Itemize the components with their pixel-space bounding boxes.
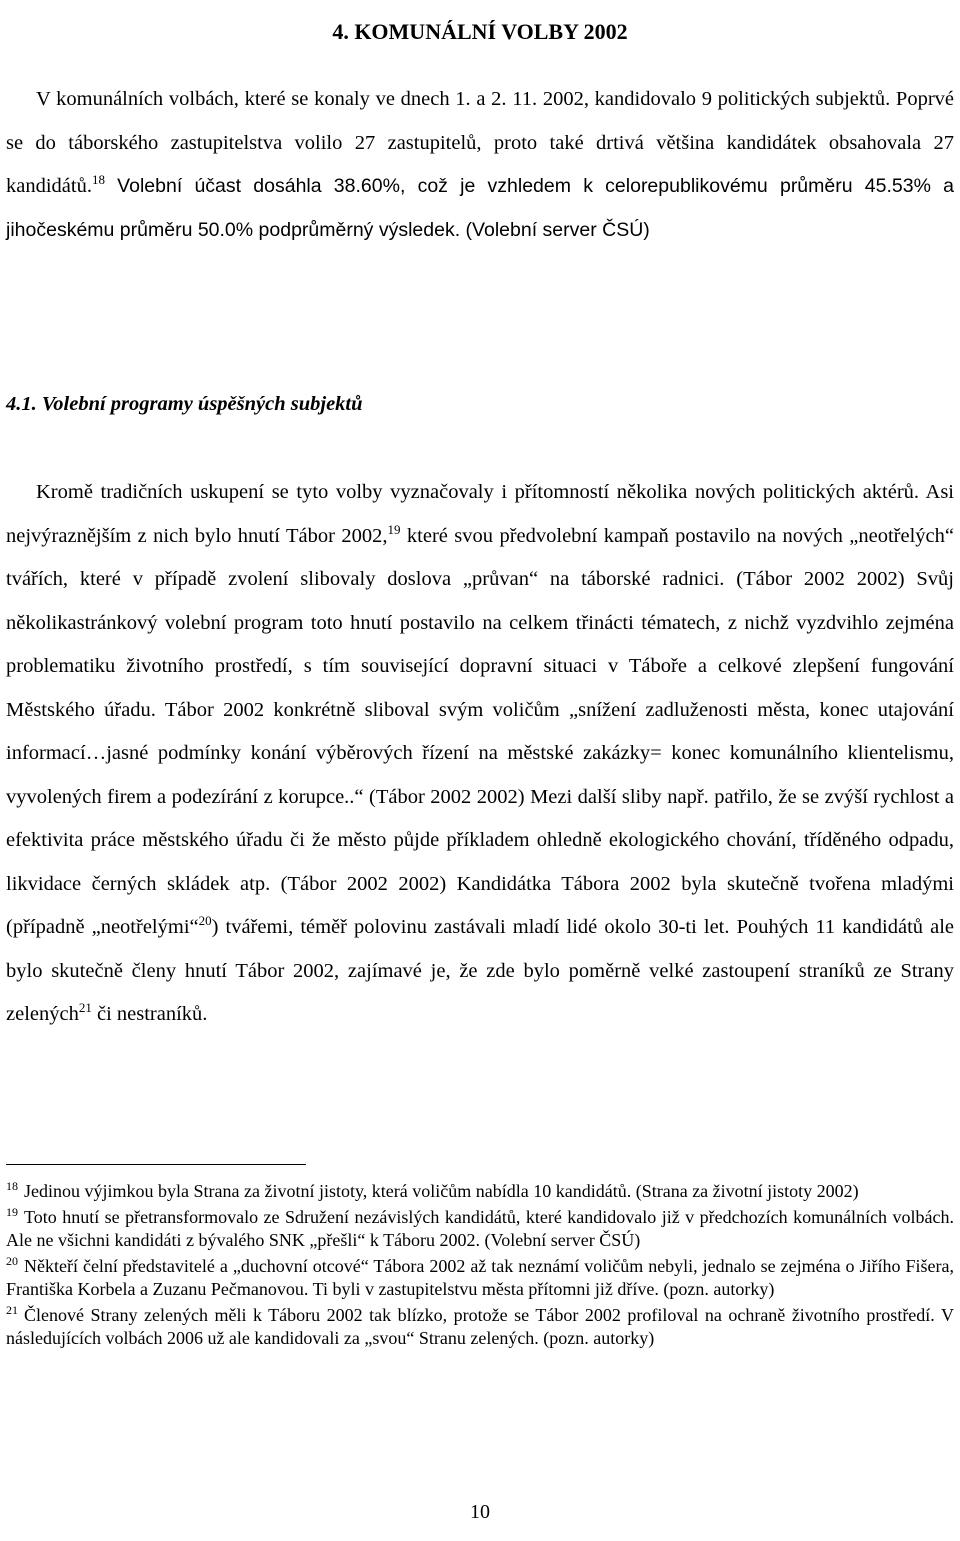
- footnote-ref-19[interactable]: 19: [387, 521, 401, 537]
- footnote-number: 19: [6, 1204, 18, 1219]
- body-text-1: Kromě tradičních uskupení se tyto volby vyznačovaly i přítomností několika nových politických aktérů. Asi nejvýraznějším z nich bylo hnutí Tábor 2002,: [6, 481, 954, 547]
- footnote-text: Členové Strany zelených měli k Táboru 2002 tak blízko, protože se Tábor 2002 profiloval na ochraně životního prostředí. V následujících volbách 2006 už ale kandidovali za „svou“ Stranu zelených. (pozn. autorky): [6, 1304, 954, 1348]
- chapter-title: 4. KOMUNÁLNÍ VOLBY 2002: [332, 18, 628, 44]
- body-text-2: které svou předvolební kampaň postavilo na nových „neotřelých“ tvářích, které v případě zvolení slibovaly doslova „průvan“ na táborské radnici. (Tábor 2002 2002) Svůj několikastránkový volební program toto hnutí postavilo na celkem třinácti tématech, z nichž vyzdvihlo zejména problematiku životního prostředí, s tím související dopravní situaci v Táboře a celkové zlepšení fungování Městského úřadu. Tábor 2002 konkrétně sliboval svým voličům „snížení zadluženosti města, konec utajování informací…jasné podmínky konání výběrových řízení na městské zakázky= konec komunálního klientelismu, vyvolených firem a podezírání z korupce..“ (Tábor 2002 2002) Mezi další sliby např. patřilo, že se zvýší rychlost a efektivita práce městského úřadu či že město půjde příkladem ohledně ekologického chování, tříděného odpadu, likvidace černých skládek atp. (Tábor 2002 2002) Kandidátka Tábora 2002 byla skutečně tvořena mladými (případně „neotřelými“: [6, 524, 954, 938]
- footnote-number: 18: [6, 1179, 18, 1193]
- footnote-18: [6, 1180, 954, 1204]
- intro-paragraph: [6, 78, 954, 252]
- section-title: 4.1. Volební programy úspěšných subjektů: [6, 393, 363, 415]
- intro-text-b: Volební účast dosáhla 38.60%, což je vzhledem k celorepublikovému průměru 45.53% a jihočeskému průměru 50.0% podprůměrný výsledek. (Volební server ČSÚ): [6, 175, 954, 241]
- footnote-divider: [6, 1164, 306, 1165]
- footnote-number: 20: [6, 1253, 18, 1268]
- footnote-21: [6, 1304, 954, 1351]
- footnote-ref-21[interactable]: 21: [78, 1000, 92, 1015]
- footnote-19: [6, 1206, 954, 1253]
- body-text-4: či nestraníků.: [91, 1003, 208, 1025]
- body-paragraph: [6, 471, 954, 1037]
- footnote-20: [6, 1255, 954, 1302]
- page-number: 10: [470, 1501, 490, 1523]
- body-text-3: ) tvářemi, téměř polovinu zastávali mladí lidé okolo 30-ti let. Pouhých 11 kandidátů ale bylo skutečně členy hnutí Tábor 2002, zajímavé je, že zde bylo poměrně velké zastoupení straníků ze Strany zelených: [6, 916, 954, 1025]
- footnotes: [6, 1180, 954, 1353]
- footnote-text: Toto hnutí se přetransformovalo ze Sdružení nezávislých kandidátů, které kandidovalo již v předchozích komunálních volbách. Ale ne všichni kandidáti z bývalého SNK „přešli“ k Táboru 2002. (Volební server ČSÚ): [6, 1206, 954, 1250]
- intro-text-a: V komunálních volbách, které se konaly ve dnech 1. a 2. 11. 2002, kandidovalo 9 politických subjektů. Poprvé se do táborského zastupitelstva volilo 27 zastupitelů, proto také drtivá většina kandidátek obsahovala 27 kandidátů.: [6, 88, 954, 197]
- footnote-number: 21: [6, 1302, 18, 1317]
- footnote-text: Někteří čelní představitelé a „duchovní otcové“ Tábora 2002 až tak neznámí voličům nebyli, jednalo se zejména o Jiřího Fišera, Františka Korbela a Zuzanu Pečmanovou. Ti byli v zastupitelstvu města přítomni již dříve. (pozn. autorky): [6, 1255, 954, 1299]
- footnote-text: Jedinou výjimkou byla Strana za životní jistoty, která voličům nabídla 10 kandidátů. (Strana za životní jistoty 2002): [24, 1181, 859, 1201]
- footnote-ref-20[interactable]: 20: [198, 913, 212, 928]
- footnote-ref-18[interactable]: 18: [91, 172, 105, 187]
